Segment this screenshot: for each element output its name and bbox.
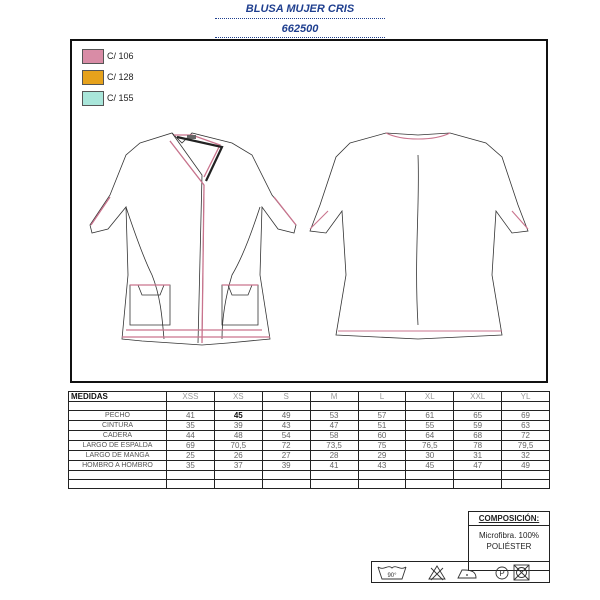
table-cell: 54 <box>262 431 310 441</box>
spacer-row <box>69 402 550 411</box>
table-cell: 41 <box>310 461 358 471</box>
table-cell: 44 <box>167 431 215 441</box>
back-view-drawing <box>306 125 531 365</box>
size-header: L <box>358 392 406 402</box>
swatch-label: C/ 128 <box>107 72 134 82</box>
iron-icon <box>458 570 476 578</box>
row-label: LARGO DE ESPALDA <box>69 441 167 451</box>
composition-line-2: POLIÉSTER <box>486 542 532 551</box>
table-cell: 47 <box>310 421 358 431</box>
table-cell: 30 <box>406 451 454 461</box>
no-tumble-dry-icon <box>514 565 529 580</box>
table-cell: 39 <box>262 461 310 471</box>
spacer-row <box>69 480 550 489</box>
composition-heading: COMPOSICIÓN: <box>469 512 549 526</box>
table-cell: 59 <box>454 421 502 431</box>
table-cell: 28 <box>310 451 358 461</box>
table-cell: 49 <box>262 411 310 421</box>
size-header: M <box>310 392 358 402</box>
composition-text <box>469 530 549 552</box>
table-cell: 43 <box>358 461 406 471</box>
table-header-row <box>69 392 550 402</box>
composition-line-1: Microfibra. 100% <box>478 531 540 540</box>
table-row <box>69 441 550 451</box>
table-cell: 69 <box>167 441 215 451</box>
table-cell: 51 <box>358 421 406 431</box>
table-row <box>69 431 550 441</box>
row-label: PECHO <box>69 411 167 421</box>
color-swatch-128 <box>82 69 134 85</box>
table-cell: 65 <box>454 411 502 421</box>
swatch-label: C/ 106 <box>107 51 134 61</box>
size-header: XS <box>214 392 262 402</box>
table-cell: 72 <box>502 431 550 441</box>
table-cell: 43 <box>262 421 310 431</box>
table-cell: 35 <box>167 461 215 471</box>
table-cell: 58 <box>310 431 358 441</box>
swatch-label: C/ 155 <box>107 93 134 103</box>
table-cell: 27 <box>262 451 310 461</box>
product-title: BLUSA MUJER CRIS <box>245 3 355 15</box>
table-cell: 41 <box>167 411 215 421</box>
table-row <box>69 421 550 431</box>
wash-icon <box>378 567 406 579</box>
table-cell: 69 <box>502 411 550 421</box>
care-symbols-box <box>371 561 550 583</box>
table-cell: 29 <box>358 451 406 461</box>
table-cell: 37 <box>214 461 262 471</box>
table-cell: 32 <box>502 451 550 461</box>
title-underline <box>215 18 385 19</box>
swatch-box <box>82 70 104 85</box>
table-cell: 25 <box>167 451 215 461</box>
table-cell: 70,5 <box>214 441 262 451</box>
dry-clean-icon <box>496 567 508 579</box>
table-cell: 79,5 <box>502 441 550 451</box>
table-cell: 73,5 <box>310 441 358 451</box>
table-cell: 31 <box>454 451 502 461</box>
table-cell: 76,5 <box>406 441 454 451</box>
size-header: XSS <box>167 392 215 402</box>
table-cell: 39 <box>214 421 262 431</box>
table-row <box>69 451 550 461</box>
table-cell: 35 <box>167 421 215 431</box>
row-label: CINTURA <box>69 421 167 431</box>
table-cell: 72 <box>262 441 310 451</box>
svg-text:P: P <box>499 569 505 578</box>
table-cell: 53 <box>310 411 358 421</box>
swatch-box <box>82 49 104 64</box>
measurements-table <box>68 391 550 489</box>
table-cell: 49 <box>502 461 550 471</box>
table-cell: 26 <box>214 451 262 461</box>
row-label: CADERA <box>69 431 167 441</box>
bleach-icon <box>429 566 445 580</box>
table-cell: 45 <box>406 461 454 471</box>
code-underline <box>215 37 385 38</box>
product-code: 662500 <box>281 23 319 35</box>
table-cell: 63 <box>502 421 550 431</box>
color-swatch-106 <box>82 48 134 64</box>
swatch-box <box>82 91 104 106</box>
table-row <box>69 461 550 471</box>
care-symbols <box>372 562 551 584</box>
table-cell: 47 <box>454 461 502 471</box>
row-label: HOMBRO A HOMBRO <box>69 461 167 471</box>
spacer-row <box>69 471 550 480</box>
table-cell: 48 <box>214 431 262 441</box>
table-cell: 64 <box>406 431 454 441</box>
size-header: YL <box>502 392 550 402</box>
table-cell: 78 <box>454 441 502 451</box>
size-header: XL <box>406 392 454 402</box>
front-view-drawing <box>82 125 297 365</box>
table-cell: 45 <box>214 411 262 421</box>
table-cell: 61 <box>406 411 454 421</box>
size-header: XXL <box>454 392 502 402</box>
size-header: S <box>262 392 310 402</box>
table-cell: 75 <box>358 441 406 451</box>
table-cell: 68 <box>454 431 502 441</box>
table-cell: 55 <box>406 421 454 431</box>
row-label: LARGO DE MANGA <box>69 451 167 461</box>
table-heading: MEDIDAS <box>69 392 167 402</box>
wash-temp: 90° <box>387 573 397 579</box>
table-cell: 57 <box>358 411 406 421</box>
table-cell: 60 <box>358 431 406 441</box>
color-swatch-155 <box>82 90 134 106</box>
table-row <box>69 411 550 421</box>
